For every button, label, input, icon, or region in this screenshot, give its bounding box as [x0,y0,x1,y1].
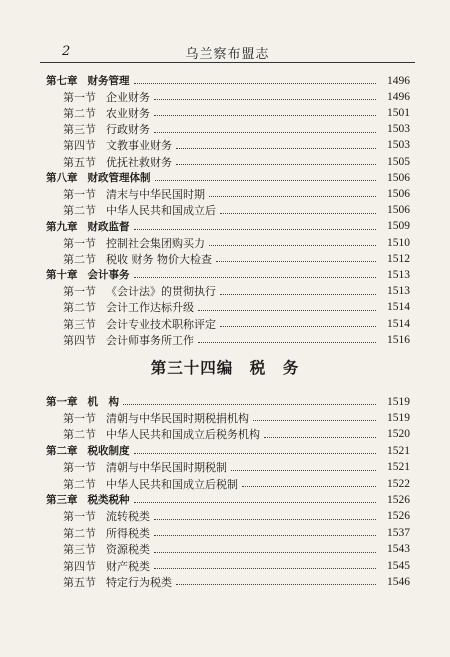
running-header [40,40,415,63]
toc-section-entry [63,557,410,574]
toc-entry-label [63,202,216,218]
toc-page-number: 1501 [387,106,410,119]
toc-section-entry [63,475,410,492]
toc-entry-label [63,121,150,137]
toc-entry-title: 机 构 [87,396,119,408]
toc-entry-title: 中华人民共和国成立后税务机构 [106,428,260,442]
toc-entry-label [63,459,227,475]
dot-leader [154,535,376,536]
toc-entry-label [63,508,150,524]
toc-entry-label [46,267,130,282]
toc-entry-number: 第一节 [63,461,96,475]
toc-entry-number: 第一节 [63,285,96,299]
dot-leader [242,486,376,487]
toc-entry-number: 第十章 [46,269,78,282]
toc-section-entry [63,234,410,251]
toc-entry-number: 第七章 [46,75,78,87]
toc-entry-title: 财政监督 [87,220,130,233]
toc-entry-label [63,558,150,574]
toc-section-entry [63,137,410,154]
toc-entry-number: 第二章 [46,445,78,458]
toc-entry-number: 第一节 [63,90,96,104]
toc-section-entry [63,426,410,443]
dot-leader [176,584,376,585]
toc-page-number: 1506 [387,204,410,217]
toc-entry-number: 第三节 [63,123,96,137]
toc-entry-title: 会计师事务所工作 [106,333,194,347]
dot-leader [154,519,376,520]
toc-page-number: 1522 [387,477,410,490]
toc-entry-title: 所得税类 [106,526,150,540]
dot-leader [264,437,376,438]
toc-page-number: 1516 [387,333,410,346]
toc-entry-number: 第五节 [63,575,96,589]
dot-leader [209,245,376,246]
toc-entry-title: 税收制度 [87,445,130,458]
toc-entry-title: 行政财务 [106,123,150,137]
toc-section-entry [63,153,410,170]
dot-leader [134,229,377,230]
toc-page-number: 1505 [387,155,410,168]
dot-leader [220,294,376,295]
toc-entry-title: 中华人民共和国成立后 [106,204,216,218]
toc-entry-title: 文教事业财务 [106,139,172,153]
toc-entry-title: 清朝与中华民国时期税捐机构 [106,411,249,425]
toc-entry-label [63,316,216,332]
toc-entry-title: 流转税类 [106,510,150,524]
dot-leader [176,164,376,165]
dot-leader [176,148,376,149]
toc-entry-title: 会计工作达标升级 [106,301,194,315]
toc-page-number: 1496 [387,90,410,103]
toc-entry-title: 财政管理体制 [87,172,151,185]
toc-entry-number: 第一章 [46,396,78,408]
dot-leader [154,132,376,133]
toc-entry-label [63,186,205,202]
dot-leader [154,568,376,569]
toc-entry-number: 第二节 [63,301,96,315]
toc-page-number: 1513 [387,268,410,281]
dot-leader [134,83,377,84]
toc-entry-title: 控制社会集团购买力 [106,236,205,250]
toc-chapter-entry [46,442,410,459]
toc-entry-number: 第八章 [46,172,78,185]
dot-leader [198,342,376,343]
dot-leader [253,420,376,421]
toc-entry-label [63,476,238,492]
toc-page-number: 1545 [387,559,410,572]
toc-entry-label [63,235,205,251]
toc-section-entry [63,104,410,121]
toc-entry-label [63,283,216,299]
toc-entry-title: 《会计法》的贯彻执行 [106,285,216,299]
toc-entry-label [46,219,130,234]
toc-entry-label [63,154,172,170]
toc-section-entry [63,250,410,267]
toc-section-entry [63,202,410,219]
toc-entry-title: 清朝与中华民国时期税制 [106,461,227,475]
toc-page-number: 1520 [387,428,410,441]
toc-entry-label [46,492,130,507]
toc-entry-number: 第三节 [63,317,96,331]
toc-entry-label [63,332,194,348]
toc-entry-label [63,299,194,315]
toc-page-number: 1526 [387,510,410,523]
toc-chapter-entry [46,218,410,235]
toc-section-entry [63,315,410,332]
toc-entry-label [63,426,260,442]
toc-entry-label [63,105,150,121]
toc-entry-title: 税收 财务 物价大检查 [106,252,212,266]
toc-entry-number: 第二节 [63,106,96,120]
toc-entry-label [63,541,150,557]
toc-entry-number: 第二节 [63,204,96,218]
toc-entry-number: 第一节 [63,510,96,524]
toc-entry-label [46,73,130,88]
dot-leader [220,213,376,214]
toc-entry-number: 第一节 [63,411,96,425]
toc-entry-label [63,410,249,426]
dot-leader [231,470,376,471]
toc-page-number: 1519 [387,411,410,424]
dot-leader [220,326,376,327]
toc-section-entry [63,299,410,316]
toc-entry-title: 财产税类 [106,559,150,573]
toc-entry-number: 第二节 [63,252,96,266]
toc-entry-label [63,89,150,105]
toc-page-number: 1503 [387,123,410,136]
toc-entry-number: 第四节 [63,559,96,573]
toc-section-entry [63,541,410,558]
toc-entry-label [63,137,172,153]
toc-section-entry [63,283,410,300]
dot-leader [134,277,377,278]
toc-page-number: 1506 [387,171,410,184]
toc-entry-number: 第一节 [63,187,96,201]
toc-entry-number: 第二节 [63,428,96,442]
toc-page-number: 1521 [387,444,410,457]
toc-entry-title: 中华人民共和国成立后税制 [106,477,238,491]
toc-page-number: 1509 [387,220,410,233]
toc-chapter-entry [46,72,410,89]
dot-leader [154,99,376,100]
dot-leader [154,552,376,553]
toc-chapter-entry [46,393,410,410]
toc-entry-number: 第二节 [63,477,96,491]
dot-leader [134,502,377,503]
toc-entry-number: 第三章 [46,494,78,507]
toc-section-entry [63,409,410,426]
toc-entry-label [63,574,172,590]
toc-page-number: 1537 [387,526,410,539]
toc-section-entry [63,524,410,541]
toc-entry-number: 第二节 [63,526,96,540]
toc-section-entry [63,508,410,525]
toc-page-number: 1546 [387,575,410,588]
toc-entry-label [46,394,119,409]
part-title: 第三十四编 税 务 [150,359,300,377]
toc-entry-title: 优抚社救财务 [106,155,172,169]
toc-entry-number: 第五节 [63,155,96,169]
toc-entry-title: 会计事务 [87,269,130,282]
toc-entry-label [46,443,130,458]
toc-section-entry [63,88,410,105]
toc-section-entry [63,185,410,202]
toc-entry-number: 第四节 [63,333,96,347]
toc-entry-title: 资源税类 [106,543,150,557]
toc-page-number: 1512 [387,252,410,265]
toc-page-number: 1514 [387,301,410,314]
toc-entry-label [46,170,151,185]
toc-page-number: 1506 [387,187,410,200]
toc-section-entry [63,459,410,476]
toc-entry-number: 第九章 [46,220,78,233]
dot-leader [155,180,377,181]
book-title: 乌兰察布盟志 [185,47,270,62]
toc-entry-number: 第一节 [63,236,96,250]
toc-page-number: 1519 [387,395,410,408]
dot-leader [216,261,376,262]
toc-page-number: 1526 [387,493,410,506]
toc-entry-label [63,525,150,541]
dot-leader [123,404,376,405]
toc-entry-title: 企业财务 [106,90,150,104]
toc-page-number: 1543 [387,543,410,556]
toc-page-number: 1496 [387,74,410,87]
toc-entry-title: 会计专业技术职称评定 [106,317,216,331]
toc-entry-title: 税类税种 [87,494,130,507]
dot-leader [134,453,377,454]
toc-chapter-entry [46,169,410,186]
toc-section-entry [63,331,410,348]
toc-entry-title: 特定行为税类 [106,575,172,589]
toc-section-entry [63,573,410,590]
dot-leader [198,310,376,311]
toc-page-number: 1503 [387,139,410,152]
toc-page-number: 1521 [387,461,410,474]
toc-entry-title: 农业财务 [106,106,150,120]
page-number: 2 [62,44,71,59]
toc-chapter-entry [46,266,410,283]
toc-entry-label [63,251,212,267]
toc-section-entry [63,121,410,138]
toc-page-number: 1510 [387,236,410,249]
toc-entry-number: 第三节 [63,543,96,557]
toc-chapter-entry [46,491,410,508]
toc-page-number: 1513 [387,285,410,298]
toc-page-number: 1514 [387,317,410,330]
dot-leader [209,196,376,197]
toc-entry-number: 第四节 [63,139,96,153]
toc-entry-title: 清末与中华民国时期 [106,187,205,201]
toc-entry-title: 财务管理 [87,75,130,87]
dot-leader [154,115,376,116]
